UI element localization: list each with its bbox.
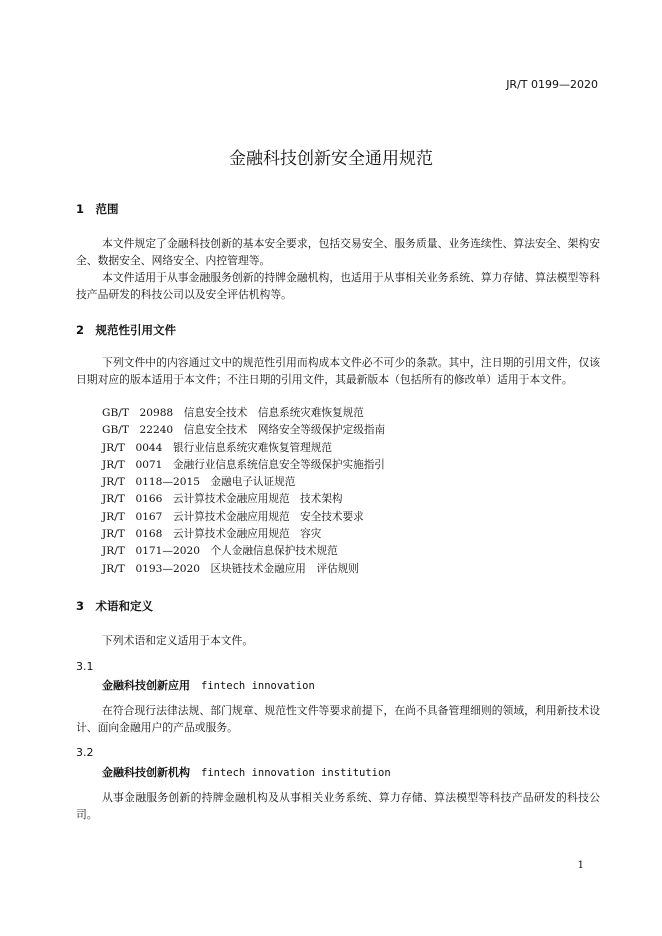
- section-heading-scope: 1 范围: [76, 202, 119, 216]
- page-number: 1: [577, 860, 584, 871]
- reference-item: JR/T 0193—2020 区块链技术金融应用 评估规则: [102, 562, 359, 575]
- term-name-en: fintech innovation institution: [201, 767, 391, 779]
- reference-item: JR/T 0118—2015 金融电子认证规范: [102, 476, 296, 489]
- term-heading: [102, 764, 391, 780]
- term-name-zh: 金融科技创新机构: [102, 766, 190, 779]
- term-name-zh: 金融科技创新应用: [102, 679, 190, 692]
- scope-paragraph-2: 本文件适用于从事金融服务创新的持牌金融机构，也适用于从事相关业务系统、算力存储、算法模型等科技产品研发的科技公司以及安全评估机构等。: [76, 271, 600, 301]
- reference-item: JR/T 0166 云计算技术金融应用规范 技术架构: [102, 493, 343, 506]
- section-heading-terms: 3 术语和定义: [76, 599, 154, 613]
- reference-item: JR/T 0071 金融行业信息系统信息安全等级保护实施指引: [102, 458, 385, 471]
- term-name-en: fintech innovation: [201, 680, 315, 692]
- term-number: 3.2: [76, 746, 94, 759]
- term-number: 3.1: [76, 660, 94, 673]
- reference-item: JR/T 0167 云计算技术金融应用规范 安全技术要求: [102, 510, 364, 523]
- term-definition: 在符合现行法律法规、部门规章、规范性文件等要求前提下，在尚不具备管理细则的领域，利用新技术设计、面向金融用户的产品或服务。: [76, 704, 600, 734]
- reference-item: JR/T 0168 云计算技术金融应用规范 容灾: [102, 528, 322, 541]
- term-definition: 从事金融服务创新的持牌金融机构及从事相关业务系统、算力存储、算法模型等科技产品研发的科技公司。: [76, 791, 600, 821]
- scope-paragraph-1: 本文件规定了金融科技创新的基本安全要求，包括交易安全、服务质量、业务连续性、算法安全、架构安全、数据安全、网络安全、内控管理等。: [76, 237, 600, 267]
- reference-item: GB/T 20988 信息安全技术 信息系统灾难恢复规范: [102, 407, 364, 419]
- reference-item: JR/T 0044 银行业信息系统灾难恢复管理规范: [102, 441, 332, 454]
- terms-intro: 下列术语和定义适用于本文件。: [102, 634, 254, 647]
- document-title: 金融科技创新安全通用规范: [229, 149, 433, 169]
- reference-list: [102, 405, 385, 578]
- section-heading-normative: 2 规范性引用文件: [76, 323, 177, 337]
- standard-code: JR/T 0199—2020: [506, 78, 598, 91]
- reference-item: GB/T 22240 信息安全技术 网络安全等级保护定级指南: [102, 424, 386, 437]
- term-heading: [102, 677, 315, 693]
- reference-item: JR/T 0171—2020 个人金融信息保护技术规范: [102, 545, 338, 558]
- normative-intro: 下列文件中的内容通过文中的规范性引用而构成本文件必不可少的条款。其中，注日期的引用文件，仅该日期对应的版本适用于本文件；不注日期的引用文件，其最新版本（包括所有的修改单）适用于本文件。: [76, 356, 600, 386]
